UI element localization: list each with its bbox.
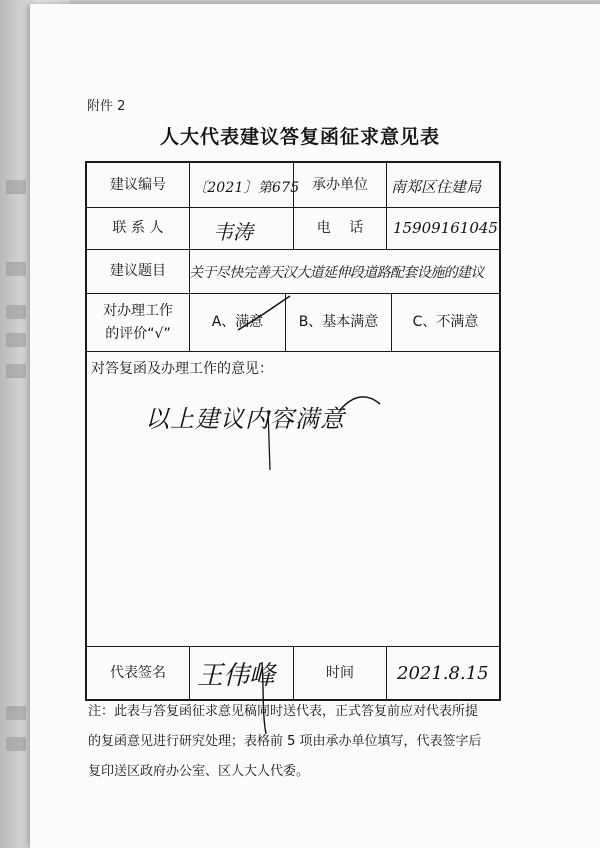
- proposal-number-label: 建议编号: [110, 176, 166, 193]
- footnote-line: 的复函意见进行研究处理；表格前 5 项由承办单位填写，代表签字后: [88, 734, 482, 749]
- ink-stroke: [268, 410, 270, 470]
- date-value: 2021.8.15: [397, 663, 489, 684]
- evaluation-option-basically-satisfied[interactable]: B、基本满意: [298, 314, 379, 331]
- footnote-line: 注：此表与答复函征求意见稿同时送代表，正式答复前应对代表所提: [88, 704, 479, 719]
- footnote: [88, 697, 513, 787]
- proposal-topic-label: 建议题目: [110, 263, 166, 280]
- opinion-handwritten: 以上建议内容满意: [145, 405, 345, 433]
- handling-unit-label: 承办单位: [312, 176, 368, 193]
- opinion-label: 对答复函及办理工作的意见：: [91, 361, 273, 377]
- evaluation-option-unsatisfied[interactable]: C、不满意: [412, 314, 479, 331]
- ink-flourish: [340, 397, 380, 410]
- proposal-topic-value: 关于尽快完善天汉大道延伸段道路配套设施的建议: [189, 265, 484, 281]
- representative-signature-label: 代表签名: [110, 664, 166, 681]
- phone-label: 电 话: [316, 220, 364, 237]
- contact-person-value: 韦涛: [213, 220, 253, 244]
- handling-unit-value: 南郑区住建局: [391, 178, 482, 196]
- evaluation-option-satisfied[interactable]: A、满意: [211, 314, 264, 331]
- attachment-label: 附件 2: [87, 99, 126, 114]
- representative-signature: 王伟峰: [197, 661, 276, 691]
- checkmark-icon: [238, 296, 290, 330]
- phone-value: 15909161045: [393, 219, 498, 237]
- form-title: 人大代表建议答复函征求意见表: [159, 126, 440, 148]
- footnote-line: 复印送区政府办公室、区人大人代委。: [88, 764, 310, 779]
- contact-person-label: 联 系 人: [112, 220, 164, 237]
- time-label: 时间: [326, 664, 354, 681]
- evaluation-label-line2: 的评价“√”: [105, 325, 171, 342]
- evaluation-label-line1: 对办理工作: [103, 303, 173, 320]
- proposal-number-value: 〔2021〕第675: [193, 180, 300, 196]
